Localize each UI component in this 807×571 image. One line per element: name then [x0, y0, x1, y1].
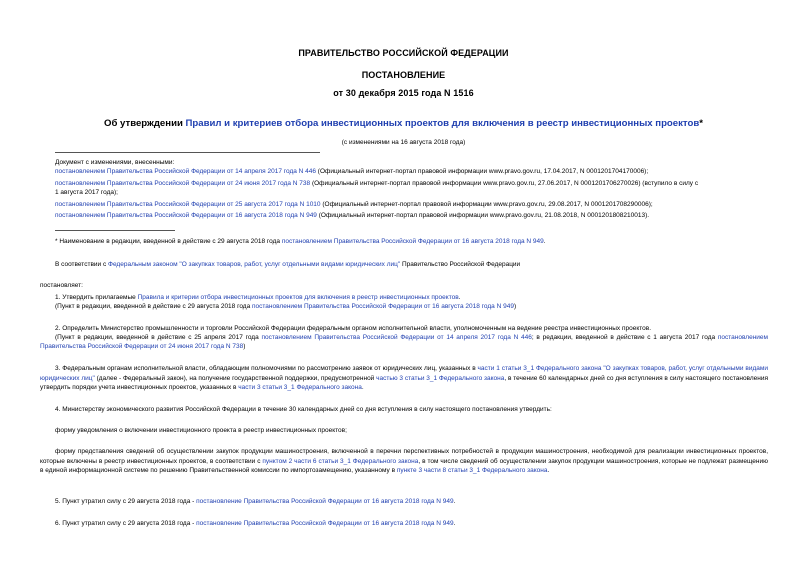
document-date: от 30 декабря 2015 года N 1516: [333, 88, 474, 98]
law-article-link[interactable]: части 1 статьи 3_1 Федерального закона "О закупках товаров, работ, услуг отдельными видами юридических лиц": [40, 365, 768, 382]
change-link[interactable]: постановлением Правительства Российской Федерации от 16 августа 2018 года N 949: [55, 212, 317, 219]
title-prefix: Об утверждении: [104, 118, 186, 129]
divider-top: [55, 152, 320, 153]
decides-label: постановляет:: [40, 282, 83, 289]
divider-footnote: [55, 230, 175, 231]
note-link[interactable]: постановлением Правительства Российской Федерации от 16 августа 2018 года N 949: [252, 303, 514, 310]
document-subtitle: (с изменениями на 16 августа 2018 года): [341, 139, 466, 146]
change-link[interactable]: постановлением Правительства Российской Федерации от 25 августа 2017 года N 1010: [55, 201, 321, 208]
footnote: * Наименование в редакции, введенной в действие с 29 августа 2018 года постановлением Правительства Российской Федерации от 16 августа 2018 года N 949.: [55, 238, 546, 245]
paragraph-1: 1. Утвердить прилагаемые Правила и критерии отбора инвестиционных проектов для включения в реестр инвестиционных проектов.: [55, 294, 461, 301]
title-link[interactable]: Правил и критериев отбора инвестиционных проектов для включения в реестр инвестиционных проектов: [185, 118, 700, 129]
government-heading: ПРАВИТЕЛЬСТВО РОССИЙСКОЙ ФЕДЕРАЦИИ: [298, 48, 509, 58]
law-article-link[interactable]: частью 3 статьи 3_1 Федерального закона: [376, 374, 505, 382]
paragraph-2-note: (Пункт в редакции, введенной в действие с 25 апреля 2017 года постановлением Правительства Российской Федерации от 14 апреля 2017 года N 446; в редакции, введенной в действие с 1 августа 2017 года постановлением Правительства Российской Федерации от 24 июня 2017 года N 738): [40, 334, 768, 350]
change-link[interactable]: постановлением Правительства Российской Федерации от 14 апреля 2017 года N 446: [55, 168, 316, 175]
repeal-link[interactable]: постановление Правительства Российской Федерации от 16 августа 2018 года N 949: [196, 498, 454, 505]
title-star: *: [699, 118, 703, 129]
paragraph-3: 3. Федеральным органам исполнительной власти, обладающим полномочиями по рассмотрению заявок от юридических лиц, указанных в части 1 статьи 3_1 Федерального закона "О закупках товаров, работ, услуг отдельными видами юридических лиц" (далее - Федеральный закон), на получение государственной поддержки, предусмотренной частью 3 статьи 3_1 Федерального закона, в течение 60 календарных дней со дня вступления в силу настоящего постановления утвердить порядки учета инвестиционных проектов, указанных в части 3 статьи 3_1 Федерального закона.: [40, 365, 769, 391]
law-article-link[interactable]: части 3 статьи 3_1 Федерального закона: [238, 384, 362, 391]
change-item: постановлением Правительства Российской Федерации от 25 августа 2017 года N 1010 (Официальный интернет-портал правовой информации www.pravo.gov.ru, 29.08.2017, N 0001201708290006);: [55, 201, 653, 208]
preamble: В соответствии с Федеральным законом "О закупках товаров, работ, услуг отдельными видами юридических лиц" Правительство Российской Федерации: [55, 261, 521, 268]
note-link[interactable]: постановлением Правительства Российской Федерации от 14 апреля 2017 года N 446: [261, 334, 532, 341]
paragraph-4a: форму уведомления о включении инвестиционного проекта в реестр инвестиционных проектов;: [55, 427, 347, 434]
paragraph-4b: форму представления сведений об осуществлении закупок продукции машиностроения, включенной в перечни перспективных потребностей в продукции машиностроения, необходимой для реализации инвестиционных проектов, которые включены в реестр инвестиционных проектов, в соответствии с пунктом 2 части 6 статьи 3_1 Федерального закона, в том числе сведений об осуществлении закупок продукции машиностроения, которые не подлежат размещению в единой информационной системе по решению Правительственной комиссии по импортозамещению, указанному в пункте 3 части 8 статьи 3_1 Федерального закона.: [40, 448, 768, 474]
paragraph-4: 4. Министерству экономического развития Российской Федерации в течение 30 календарных дней со дня вступления в силу настоящего постановления утвердить:: [55, 406, 552, 413]
paragraph-5: 5. Пункт утратил силу с 29 августа 2018 года - постановление Правительства Российской Федерации от 16 августа 2018 года N 949.: [55, 498, 456, 505]
document-kind: ПОСТАНОВЛЕНИЕ: [361, 70, 446, 80]
change-link[interactable]: постановлением Правительства Российской Федерации от 24 июня 2017 года N 738: [55, 180, 311, 187]
changes-intro: Документ с изменениями, внесенными:: [55, 159, 175, 166]
change-item: постановлением Правительства Российской Федерации от 16 августа 2018 года N 949 (Официальный интернет-портал правовой информации www.pravo.gov.ru, 21.08.2018, N 0001201808210013).: [55, 212, 650, 219]
paragraph-1-note: (Пункт в редакции, введенной в действие с 29 августа 2018 года постановлением Правительства Российской Федерации от 16 августа 2018 года N 949): [55, 303, 517, 310]
paragraph-2: 2. Определить Министерство промышленности и торговли Российской Федерации федеральным органом исполнительной власти, уполномоченным на ведение реестра инвестиционных проектов.: [55, 325, 652, 332]
repeal-link[interactable]: постановление Правительства Российской Федерации от 16 августа 2018 года N 949: [196, 520, 454, 527]
law-article-link[interactable]: пунктом 2 части 6 статьи 3_1 Федерального закона: [262, 457, 419, 465]
footnote-link[interactable]: постановлением Правительства Российской Федерации от 16 августа 2018 года N 949: [281, 238, 544, 245]
rules-link[interactable]: Правила и критерии отбора инвестиционных проектов для включения в реестр инвестиционных проектов: [137, 294, 459, 301]
change-item-continued: 1 августа 2017 года);: [55, 189, 118, 196]
paragraph-6: 6. Пункт утратил силу с 29 августа 2018 года - постановление Правительства Российской Федерации от 16 августа 2018 года N 949.: [55, 520, 456, 527]
document-title: [0, 118, 807, 129]
law-article-link[interactable]: пункте 3 части 8 статьи 3_1 Федерального закона: [396, 467, 548, 474]
change-item: постановлением Правительства Российской Федерации от 14 апреля 2017 года N 446 (Официальный интернет-портал правовой информации www.pravo.gov.ru, 17.04.2017, N 0001201704170006);: [55, 168, 649, 175]
change-item: постановлением Правительства Российской Федерации от 24 июня 2017 года N 738 (Официальный интернет-портал правовой информации www.pravo.gov.ru, 27.06.2017, N 0001201706270026) (вступило в силу с: [55, 180, 699, 187]
note-link[interactable]: постановлением Правительства Российской Федерации от 24 июня 2017 года N 738: [40, 334, 768, 350]
federal-law-link[interactable]: Федеральным законом "О закупках товаров, работ, услуг отдельными видами юридических лиц": [108, 261, 401, 268]
